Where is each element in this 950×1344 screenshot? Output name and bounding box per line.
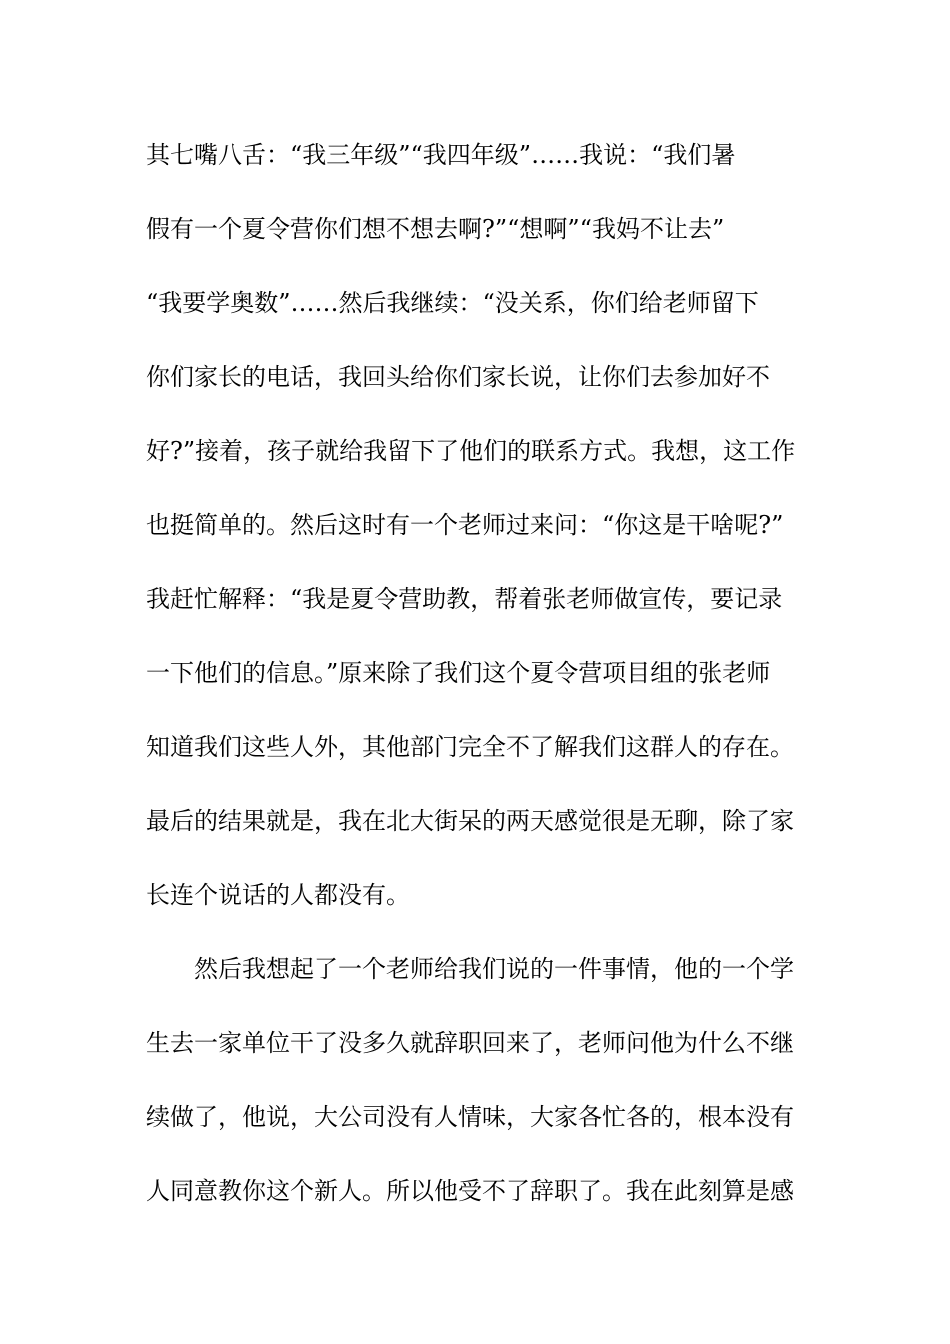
text-line: 好?”接着，孩子就给我留下了他们的联系方式。我想，这工作 [146,437,796,465]
text-line: 最后的结果就是，我在北大街呆的两天感觉很是无聊，除了家 [146,807,794,835]
body-text [146,118,811,1228]
paragraph-start-line: 然后我想起了一个老师给我们说的一件事情，他的一个学 [194,955,794,983]
text-line: 生去一家单位干了没多久就辞职回来了，老师问他为什么不继 [146,1029,794,1057]
text-line: 也挺简单的。然后这时有一个老师过来问：“你这是干啥呢?” [146,511,784,539]
text-line: 我赶忙解释：“我是夏令营助教，帮着张老师做宣传，要记录 [146,585,783,613]
text-line: 假有一个夏令营你们想不想去啊?”“想啊”“我妈不让去” [146,215,725,243]
text-line: 其七嘴八舌：“我三年级”“我四年级”……我说：“我们暑 [146,141,736,169]
text-line: 知道我们这些人外，其他部门完全不了解我们这群人的存在。 [146,733,794,761]
text-line: 人同意教你这个新人。所以他受不了辞职了。我在此刻算是感 [146,1177,794,1205]
text-line: 续做了，他说，大公司没有人情味，大家各忙各的，根本没有 [146,1103,794,1131]
text-line: 一下他们的信息。”原来除了我们这个夏令营项目组的张老师 [146,659,771,687]
text-line: “我要学奥数”……然后我继续：“没关系，你们给老师留下 [146,289,759,317]
text-line: 你们家长的电话，我回头给你们家长说，让你们去参加好不 [146,363,770,391]
text-line: 长连个说话的人都没有。 [146,881,410,909]
